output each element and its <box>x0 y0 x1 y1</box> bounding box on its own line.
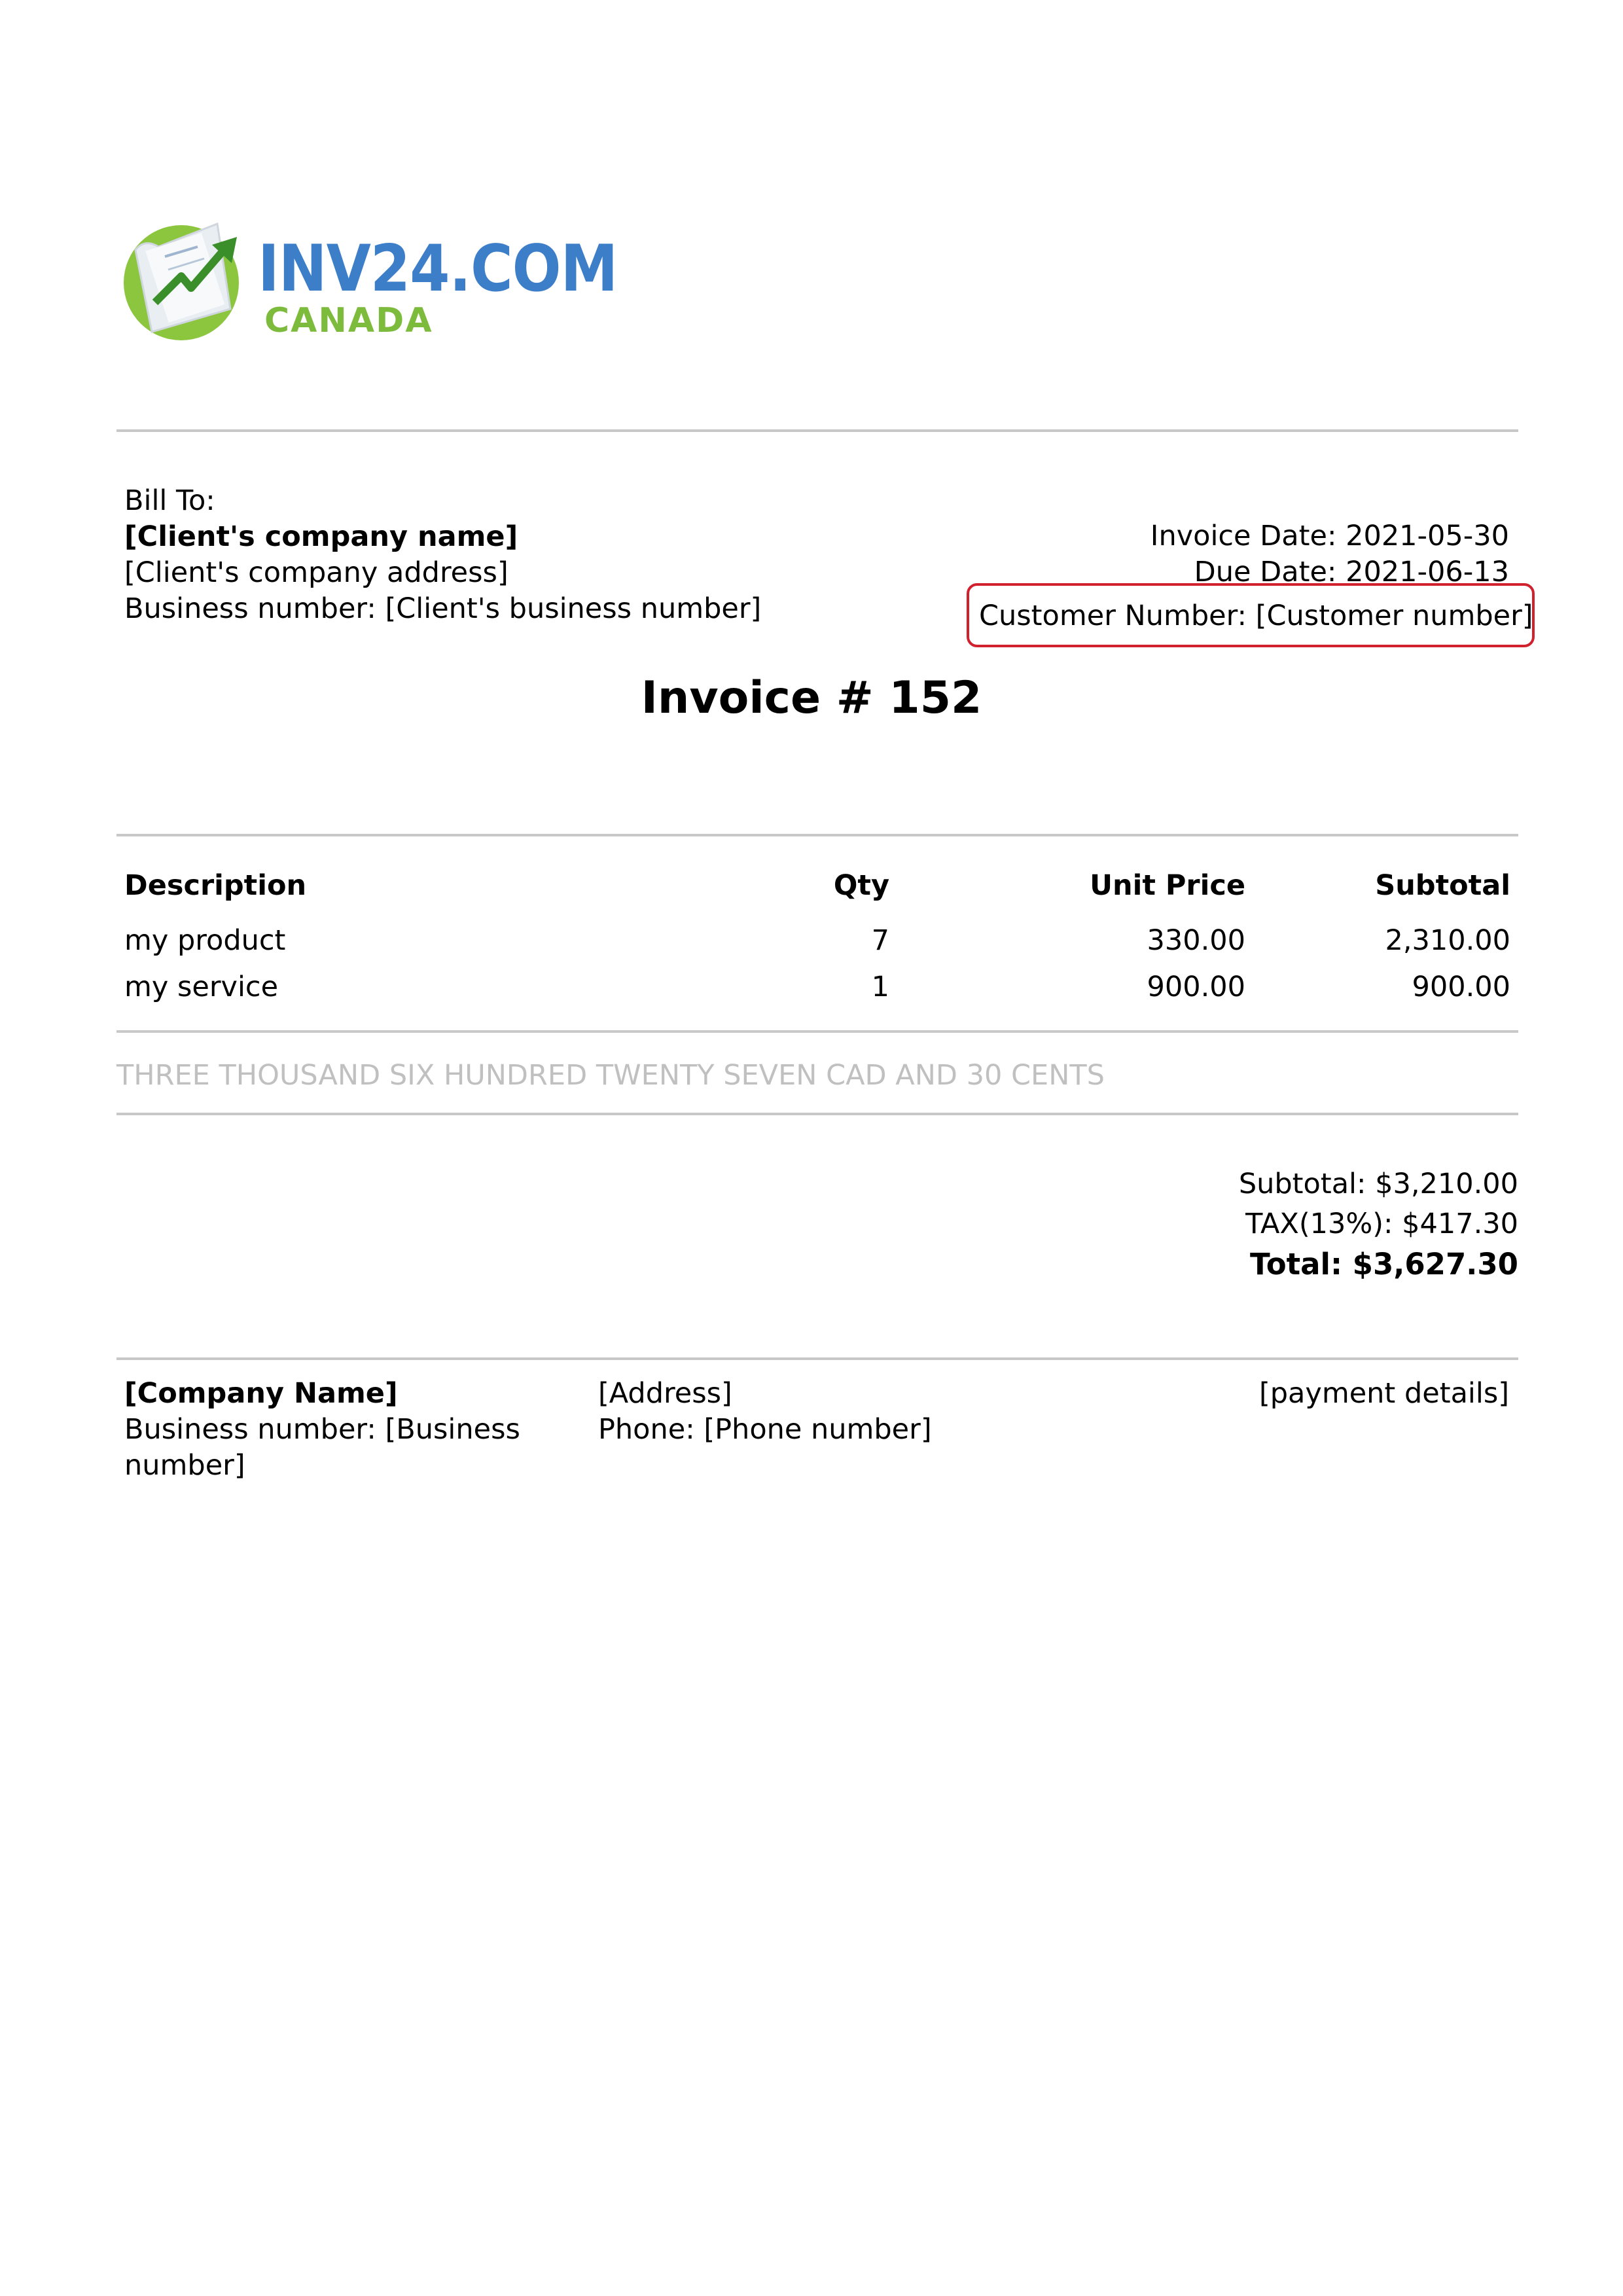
amount-in-words: THREE THOUSAND SIX HUNDRED TWENTY SEVEN CAD AND 30 CENTS <box>116 1059 1105 1092</box>
totals-tax: TAX(13%): $417.30 <box>1245 1208 1518 1240</box>
item-unit-price: 900.00 <box>1147 970 1245 1003</box>
item-qty: 1 <box>871 970 889 1003</box>
items-top-divider <box>116 834 1518 836</box>
header-divider <box>116 429 1518 432</box>
item-description: my product <box>124 924 286 957</box>
header-description: Description <box>124 869 307 902</box>
item-description: my service <box>124 970 279 1003</box>
footer-address: [Address] <box>598 1377 732 1410</box>
logo-brand-text: INV24.COM <box>258 232 618 306</box>
item-unit-price: 330.00 <box>1147 924 1245 957</box>
items-table <box>116 854 1518 1010</box>
totals-subtotal: Subtotal: $3,210.00 <box>1238 1168 1518 1200</box>
footer-divider <box>116 1357 1518 1360</box>
item-subtotal: 900.00 <box>1412 970 1510 1003</box>
footer-contact <box>598 1376 932 1448</box>
footer-business-number: Business number: [Business <box>124 1413 520 1446</box>
footer-business-number-cont: number] <box>124 1449 245 1482</box>
footer-company <box>124 1376 520 1484</box>
client-company-name: [Client's company name] <box>124 520 518 553</box>
client-business-number: Business number: [Client's business number] <box>124 592 762 625</box>
footer-payment-details: [payment details] <box>1258 1377 1509 1410</box>
invoice-title: Invoice # 152 <box>641 672 982 724</box>
item-qty: 7 <box>871 924 889 957</box>
invoice-dates <box>1150 518 1509 582</box>
due-date: Due Date: 2021-06-13 <box>1194 556 1509 582</box>
header-subtotal: Subtotal <box>1375 869 1510 902</box>
logo-region-text: CANADA <box>264 301 433 340</box>
words-divider <box>116 1113 1518 1115</box>
totals-total: Total: $3,627.30 <box>1250 1247 1518 1282</box>
bill-to-label: Bill To: <box>124 484 215 517</box>
table-row <box>116 963 1518 1010</box>
client-company-address: [Client's company address] <box>124 556 508 589</box>
company-logo <box>119 211 618 348</box>
footer-payment <box>1259 1376 1509 1412</box>
items-bottom-divider <box>116 1030 1518 1033</box>
footer-company-name: [Company Name] <box>124 1377 398 1410</box>
header-unit-price: Unit Price <box>1090 869 1245 902</box>
footer-phone: Phone: [Phone number] <box>598 1413 932 1446</box>
customer-number: Customer Number: [Customer number] <box>979 600 1533 632</box>
totals-block <box>1239 1164 1518 1284</box>
items-header-row <box>116 854 1518 917</box>
bill-to-block <box>124 483 761 627</box>
logo-emblem-icon <box>119 211 250 342</box>
invoice-date: Invoice Date: 2021-05-30 <box>1150 520 1509 552</box>
header-qty: Qty <box>833 869 889 902</box>
table-row <box>116 917 1518 963</box>
item-subtotal: 2,310.00 <box>1385 924 1510 957</box>
